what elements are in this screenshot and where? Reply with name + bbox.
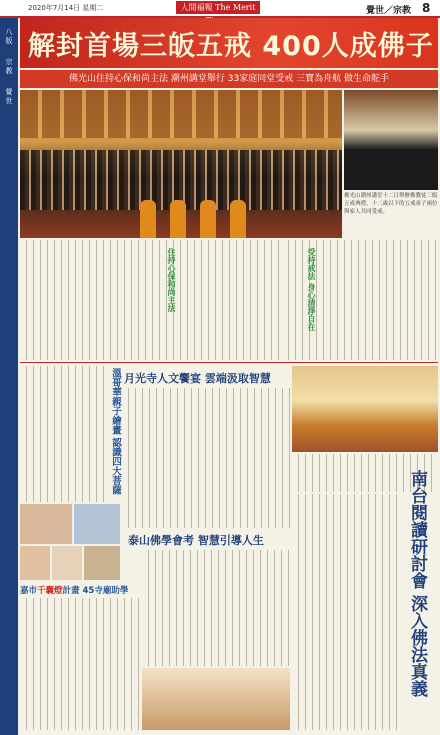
main-ceremony-photo [20,90,342,238]
newspaper-logo: 人間福報 The Merit [176,1,260,14]
section-name: 覺世／宗教 [366,6,412,16]
sidebar-label: 八版 [5,28,13,45]
nantai-article-body [292,494,402,730]
lead-article-subhead: 住持心保和尚主法 [167,248,176,312]
sidebar-label: 宗教 [5,58,13,75]
moonlight-article-title: 月光寺人文饗宴 雲端汲取智慧 [124,372,271,385]
lead-article-body [20,240,280,360]
moonlight-article-body [122,388,290,528]
chiayi-title-highlight: 千囊燈 [37,586,63,596]
photo-caption: 佛光山潮州講堂十二日舉辦佛教徒三皈五戒典禮，十二歲以下的五戒童子兩位與家人共同受戒。 [344,192,438,238]
headline-subtitle: 佛光山住持心保和尚主法 潮州講堂舉行 33家庭同堂受戒 三寶為舟航 做生命舵手 [20,70,438,88]
taishan-article-body [142,550,290,666]
exam-photo [142,668,290,730]
chiayi-article-body [20,598,140,730]
children-drawing-photo [20,504,72,544]
issue-date: 2020年7月14日 星期二 [28,4,104,12]
headline-banner [20,18,438,68]
family-precepts-photo [344,90,438,190]
vancouver-article-title: 溫哥華親子繪畫 認識四大菩薩 [110,368,121,495]
taishan-article-title: 泰山佛學會考 智慧引導人生 [128,534,264,547]
chiayi-title-rest: 計畫 45寺廟助學 [62,586,129,596]
painting-photo-2 [52,546,82,580]
chiayi-title-prefix: 嘉市 [20,586,38,596]
sidebar-label: 覺世 [5,88,13,105]
seminar-photo [292,366,438,452]
child-portrait-photo [20,546,50,580]
lead-article-subhead: 受持戒法 身心清淨自在 [307,248,316,331]
vancouver-article-body [20,366,106,502]
section-divider [20,362,438,363]
left-sidebar [0,18,18,735]
nantai-article-title: 南台閱讀研討會 深入佛法真義 [407,470,427,697]
chiayi-article-title [20,584,140,596]
page-header [0,0,440,18]
painting-photo-3 [84,546,120,580]
headline-title: 解封首場三皈五戒 400人成佛子 [28,31,434,62]
painting-photo [74,504,120,544]
page-number: 8 [422,1,431,15]
